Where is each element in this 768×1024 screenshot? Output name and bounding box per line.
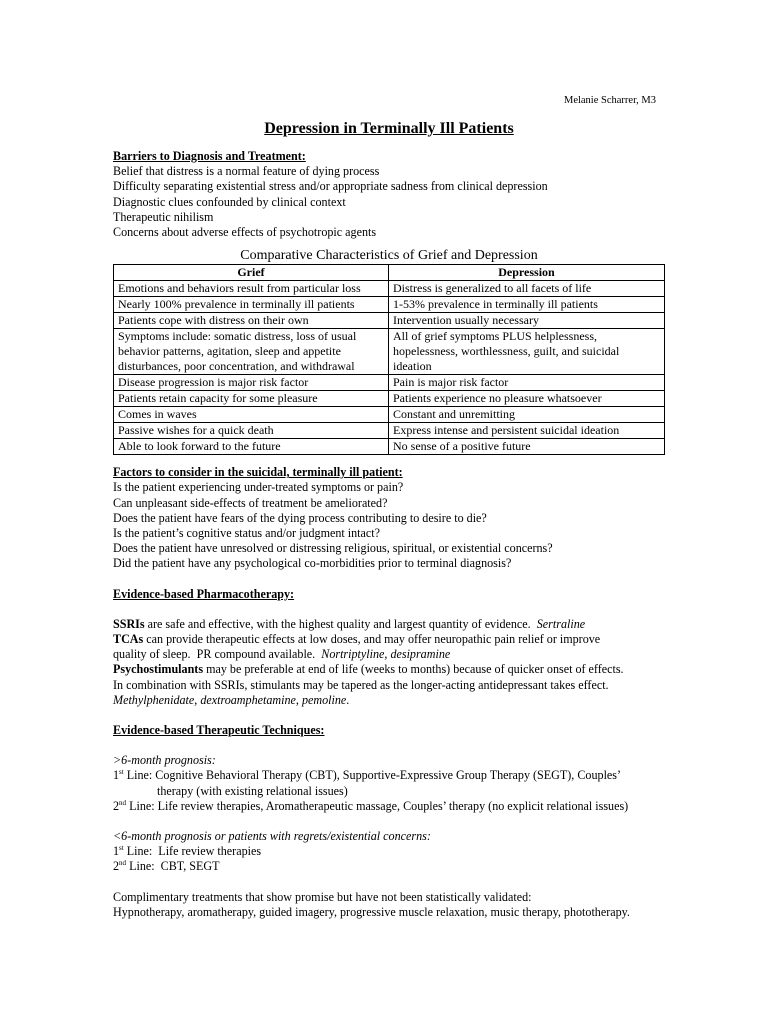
- depression-cell: Pain is major risk factor: [389, 375, 665, 391]
- grief-cell: Patients cope with distress on their own: [114, 313, 389, 329]
- period: .: [346, 692, 350, 707]
- grief-cell: Comes in waves: [114, 407, 389, 423]
- tca-text: can provide therapeutic effects at low doses, and may offer neuropathic pain relief or improve: [143, 632, 601, 647]
- depression-cell: Express intense and persistent suicidal ideation: [389, 423, 665, 439]
- short-prognosis-label: <6-month prognosis or patients with regrets/existential concerns:: [113, 829, 431, 844]
- psychostimulant-drug-line: [113, 693, 665, 708]
- tca-drug: Nortriptyline, desipramine: [321, 647, 451, 662]
- techniques-heading: Evidence-based Therapeutic Techniques:: [113, 723, 325, 738]
- long-second-line: [113, 799, 665, 814]
- techniques-section: [113, 723, 665, 920]
- table-row: [114, 281, 665, 297]
- short-second-line: [113, 859, 665, 874]
- grief-cell: Passive wishes for a quick death: [114, 423, 389, 439]
- barrier-item: Diagnostic clues confounded by clinical context: [113, 194, 346, 209]
- column-header-grief: Grief: [114, 265, 389, 281]
- comparison-table: [113, 264, 665, 455]
- short-first-line: [113, 844, 665, 859]
- depression-cell: No sense of a positive future: [389, 439, 665, 455]
- tca-line-2: [113, 647, 665, 662]
- tca-term: TCAs: [113, 632, 144, 647]
- factor-item: Can unpleasant side-effects of treatment be ameliorated?: [113, 495, 388, 510]
- factor-item: Does the patient have unresolved or distressing religious, spiritual, or existential concerns?: [113, 541, 553, 556]
- depression-cell: All of grief symptoms PLUS helplessness, hopelessness, worthlessness, guilt, and suicidal ideation: [389, 329, 665, 375]
- barrier-item: Difficulty separating existential stress and/or appropriate sadness from clinical depression: [113, 179, 548, 194]
- table-row: [114, 297, 665, 313]
- table-row: [114, 375, 665, 391]
- line-text: Line: Cognitive Behavioral Therapy (CBT), Supportive-Expressive Group Therapy (SEGT), Couples’: [123, 768, 622, 783]
- factors-list: [113, 480, 665, 571]
- column-header-depression: Depression: [389, 265, 665, 281]
- document-title: Depression in Terminally Ill Patients: [264, 120, 514, 137]
- table-row: [114, 391, 665, 407]
- factor-item: Did the patient have any psychological co-morbidities prior to terminal diagnosis?: [113, 556, 512, 571]
- grief-cell: Able to look forward to the future: [114, 439, 389, 455]
- tca-line: [113, 632, 665, 647]
- factors-heading: Factors to consider in the suicidal, terminally ill patient:: [113, 465, 403, 480]
- table-row: [114, 329, 665, 375]
- line-number: 2: [113, 798, 120, 813]
- table-row: [114, 313, 665, 329]
- comparison-table-caption: Comparative Characteristics of Grief and Depression: [240, 248, 538, 264]
- table-row: [114, 439, 665, 455]
- line-text: Line: Life review therapies, Aromatherapeutic massage, Couples’ therapy (no explicit relational issues): [126, 798, 629, 813]
- factor-item: Is the patient experiencing under-treated symptoms or pain?: [113, 480, 404, 495]
- psychostimulant-term: Psychostimulants: [113, 662, 204, 677]
- long-prognosis-label: >6-month prognosis:: [113, 753, 216, 768]
- depression-cell: Distress is generalized to all facets of life: [389, 281, 665, 297]
- long-first-line-cont: therapy (with existing relational issues): [157, 783, 348, 798]
- barriers-list: [113, 164, 665, 240]
- barrier-item: Belief that distress is a normal feature of dying process: [113, 164, 380, 179]
- grief-cell: Nearly 100% prevalence in terminally ill patients: [114, 297, 389, 313]
- grief-cell: Disease progression is major risk factor: [114, 375, 389, 391]
- complementary-list: Hypnotherapy, aromatherapy, guided imagery, progressive muscle relaxation, music therapy, phototherapy.: [113, 904, 630, 919]
- line-text: Line: CBT, SEGT: [126, 859, 220, 874]
- pharmacotherapy-heading: Evidence-based Pharmacotherapy:: [113, 586, 295, 601]
- depression-cell: Patients experience no pleasure whatsoever: [389, 391, 665, 407]
- psychostimulant-drug: Methylphenidate, dextroamphetamine, pemoline: [113, 692, 347, 707]
- line-text: Line: Life review therapies: [123, 844, 262, 859]
- line-number: 1: [113, 768, 120, 783]
- complementary-intro: Complimentary treatments that show promise but have not been statistically validated:: [113, 889, 532, 904]
- ssri-term: SSRIs: [113, 616, 145, 631]
- ordinal-suffix: st: [119, 844, 124, 853]
- psychostimulant-line-2: In combination with SSRIs, stimulants may be tapered as the longer-acting antidepressant takes effect.: [113, 677, 609, 692]
- depression-cell: Intervention usually necessary: [389, 313, 665, 329]
- document-content: [113, 119, 665, 920]
- ordinal-suffix: st: [119, 768, 124, 777]
- long-first-line: [113, 768, 665, 783]
- barrier-item: Therapeutic nihilism: [113, 209, 214, 224]
- table-header-row: [114, 265, 665, 281]
- long-prognosis-heading: [113, 753, 665, 768]
- barrier-item: Concerns about adverse effects of psychotropic agents: [113, 225, 377, 240]
- psychostimulant-line: [113, 662, 665, 677]
- author-line: Melanie Scharrer, M3: [563, 95, 656, 106]
- line-number: 1: [113, 844, 120, 859]
- grief-cell: Symptoms include: somatic distress, loss of usual behavior patterns, agitation, sleep and appetite disturbances, poor concentration, and withdrawal: [114, 329, 389, 375]
- tca-text-2: quality of sleep. PR compound available.: [113, 647, 322, 662]
- grief-cell: Emotions and behaviors result from particular loss: [114, 281, 389, 297]
- depression-cell: 1-53% prevalence in terminally ill patients: [389, 297, 665, 313]
- ssri-text: are safe and effective, with the highest quality and largest quantity of evidence.: [144, 616, 537, 631]
- pharmacotherapy-section: [113, 587, 665, 708]
- factor-item: Is the patient’s cognitive status and/or judgment intact?: [113, 526, 381, 541]
- barriers-section: [113, 149, 665, 240]
- grief-cell: Patients retain capacity for some pleasure: [114, 391, 389, 407]
- table-row: [114, 407, 665, 423]
- line-number: 2: [113, 859, 120, 874]
- ssri-drug: Sertraline: [536, 616, 586, 631]
- psychostimulant-text: may be preferable at end of life (weeks to months) because of quicker onset of effects.: [203, 662, 624, 677]
- ordinal-suffix: nd: [119, 859, 127, 868]
- ordinal-suffix: nd: [119, 798, 127, 807]
- short-prognosis-heading: [113, 829, 665, 844]
- factors-section: [113, 465, 665, 571]
- table-row: [114, 423, 665, 439]
- barriers-heading: Barriers to Diagnosis and Treatment:: [113, 149, 306, 163]
- depression-cell: Constant and unremitting: [389, 407, 665, 423]
- factor-item: Does the patient have fears of the dying process contributing to desire to die?: [113, 510, 487, 525]
- ssri-line: [113, 617, 665, 632]
